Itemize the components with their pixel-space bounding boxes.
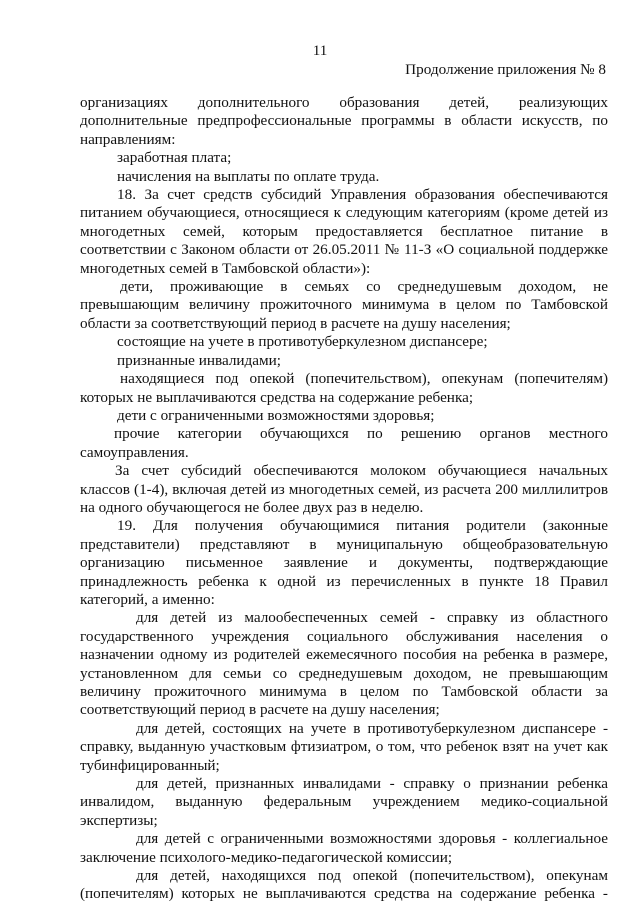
paragraph-low-income-children: дети, проживающие в семьях со среднедушевым доходом, не превышающим величину прожиточного минимума в целом по Тамбовской области за соответствующий период в расчете на душу населения; xyxy=(80,278,608,332)
list-item-accruals: начисления на выплаты по оплате труда. xyxy=(117,167,380,185)
list-item-tb-registered: состоящие на учете в противотуберкулезном диспансере; xyxy=(117,333,488,351)
paragraph-milk: За счет субсидий обеспечиваются молоком обучающиеся начальных классов (1-4), включая детей из многодетных семей, из расчета 200 миллилитров на одного обучающегося не более двух раз в неделю. xyxy=(80,462,608,516)
paragraph-low-income-certificate: для детей из малообеспеченных семей - справку из областного государственного учреждения социального обслуживания населения о назначении одному из родителей ежемесячного пособия на ребенка в размере, установленном для семьи со среднедушевым доходом, не превышающим величину прожиточного минимума в целом по Тамбовской области за соответствующий период в расчете на душу населения; xyxy=(80,609,608,719)
paragraph-18: 18. За счет средств субсидий Управления образования обеспечиваются питанием обучающиеся, относящиеся к следующим категориям (кроме детей из многодетных семей, которым предоставляется бесплатное питание в соответствии с Законом области от 26.05.2011 № 11-З «О социальной поддержке многодетных семей в Тамбовской области»): xyxy=(80,186,608,277)
paragraph-pmpk-conclusion: для детей с ограниченными возможностями здоровья - коллегиальное заключение психолого-медико-педагогической комиссии; xyxy=(80,830,608,866)
paragraph-19: 19. Для получения обучающимися питания родители (законные представители) представляют в муниципальную общеобразовательную организацию письменное заявление и документы, подтверждающие принадлежность ребенка к одной из перечисленных в пункте 18 Правил категорий, а именно: xyxy=(80,517,608,608)
paragraph-other-categories: прочие категории обучающихся по решению органов местного самоуправления. xyxy=(80,425,608,461)
paragraph-tb-certificate: для детей, состоящих на учете в противотуберкулезном диспансере - справку, выданную участковым фтизиатром, о том, что ребенок взят на учет как тубинфицированный; xyxy=(80,719,608,774)
list-item-disabled: признанные инвалидами; xyxy=(117,351,281,369)
list-item-salary: заработная плата; xyxy=(117,149,232,167)
paragraph-guardianship-certificate: для детей, находящихся под опекой (попечительством), опекунам (попечителям) которых не выплачиваются средства на содержание ребенка - xyxy=(80,867,608,903)
paragraph-disability-certificate: для детей, признанных инвалидами - справку о признании ребенка инвалидом, выданную федеральным учреждением медико-социальной экспертизы; xyxy=(80,775,608,829)
list-item-limited-health: дети с ограниченными возможностями здоровья; xyxy=(117,406,435,424)
appendix-continuation-note: Продолжение приложения № 8 xyxy=(405,61,606,78)
document-body xyxy=(80,94,608,904)
paragraph-organizations: организациях дополнительного образования детей, реализующих дополнительные предпрофессиональные программы в области искусств, по направлениям: xyxy=(80,94,608,148)
paragraph-guardianship: находящиеся под опекой (попечительством), опекунам (попечителям) которых не выплачиваются средства на содержание ребенка; xyxy=(80,370,608,406)
page-number: 11 xyxy=(312,42,328,59)
